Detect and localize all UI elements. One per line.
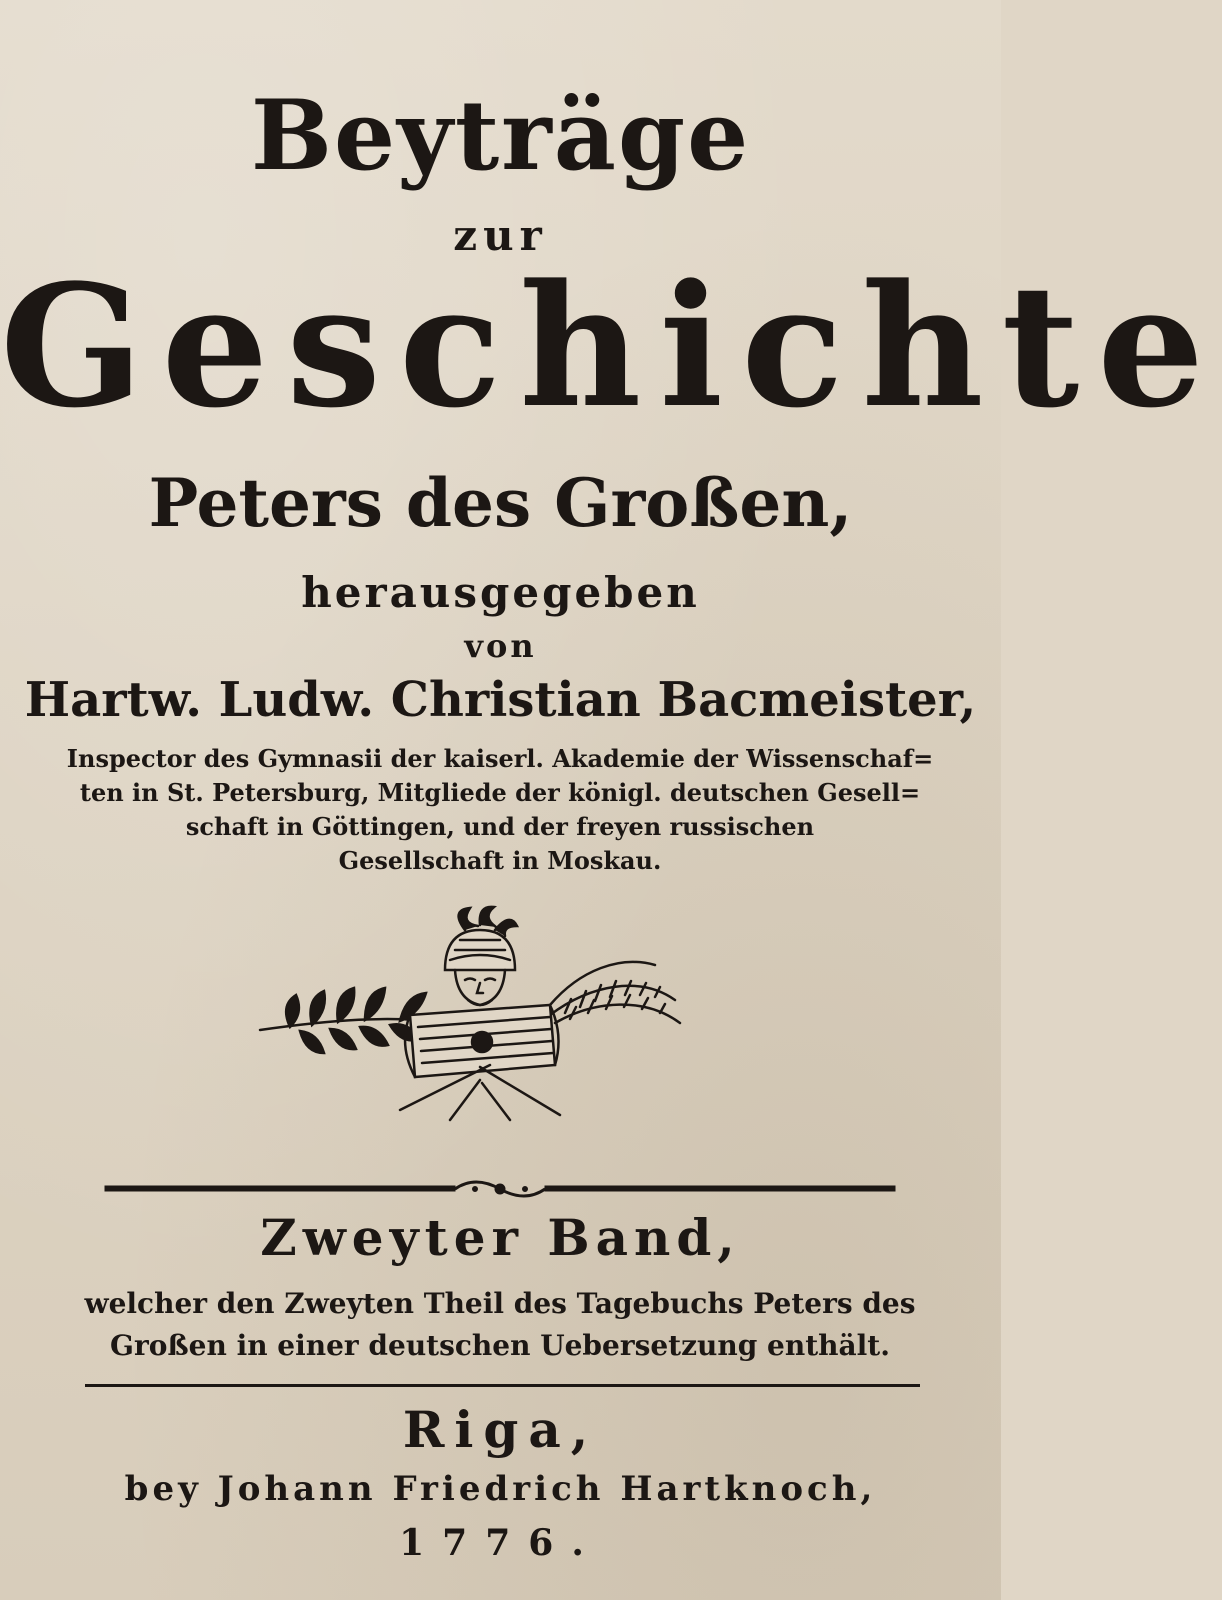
helmet-vignette-icon — [250, 905, 700, 1135]
editor-by: von — [464, 627, 537, 665]
ornamental-rule — [105, 1178, 895, 1200]
author-description-line: ten in St. Petersburg, Mitgliede der königl. deutschen Gesell= — [79, 778, 921, 807]
volume-description-line: Großen in einer deutschen Uebersetzung enthält. — [110, 1329, 890, 1362]
author-description — [60, 742, 940, 878]
imprint-publisher: bey Johann Friedrich Hartknoch, — [124, 1469, 877, 1509]
title-zur: zur — [453, 211, 548, 260]
editor-intro: herausgegeben — [301, 568, 700, 617]
volume-heading: Zweyter Band, — [260, 1208, 741, 1267]
author-name: Hartw. Ludw. Christian Bacmeister, — [24, 672, 977, 728]
title-geschichte: Geschichte — [0, 247, 1222, 445]
author-description-line: schaft in Göttingen, und der freyen russischen — [185, 812, 815, 841]
imprint-place: Riga, — [402, 1400, 599, 1459]
volume-description-line: welcher den Zweyten Theil des Tagebuchs Peters des — [84, 1287, 916, 1320]
author-description-line: Gesellschaft in Moskau. — [338, 846, 662, 875]
title-peters-des-grossen: Peters des Großen, — [148, 464, 853, 542]
imprint-year: 1776. — [399, 1522, 602, 1564]
author-description-line: Inspector des Gymnasii der kaiserl. Akademie der Wissenschaf= — [66, 744, 934, 773]
volume-description — [60, 1283, 940, 1367]
plain-rule — [85, 1384, 920, 1387]
title-beytraege: Beyträge — [250, 79, 751, 192]
